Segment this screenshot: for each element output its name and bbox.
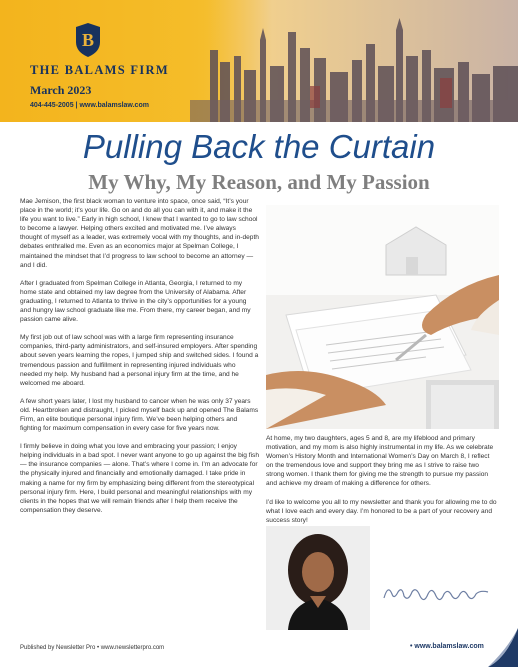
paragraph: After I graduated from Spelman College in Atlanta, Georgia, I returned to my home state and obtained my law degree from the University of Alabama. After graduating, I returned to Atlanta to thrive in the city’s opportunities for a young and hungry law school graduate like me. From there, my career began, and my passion came alive.	[20, 279, 251, 324]
signature-image	[380, 578, 492, 608]
paragraph: Mae Jemison, the first black woman to venture into space, once said, “It’s your place in the world; it’s your life. Go on and do all you can with it, and make it the life you want to live.” Early in high school, I knew that I wanted to go to law school to become a lawyer. Helping others excited and motivated me. I’ve always thought of myself as a leader, was extremely vocal with my thoughts, and in-depth debates enthralled me. Even as an economics major at Spelman College, I maintained the mindset that I’d progress to law school to become an attorney — and I did.	[20, 198, 259, 269]
svg-text:B: B	[81, 30, 95, 50]
publisher-credit: Published by Newsletter Pro • www.newsletterpro.com	[20, 645, 165, 651]
author-portrait	[266, 526, 370, 630]
right-column-text	[266, 434, 498, 534]
paragraph: My first job out of law school was with a large firm representing insurance companies, third-party administrators, and self-insured employers. After spending about seven years learning the ropes, I jumped ship and switched sides. I found a tremendous passion and fulfillment in representing injured individuals who needed my help. My husband had a personal injury firm at the time, and he welcomed me aboard.	[20, 334, 259, 387]
firm-name: THE BALAMS FIRM	[30, 63, 169, 77]
paragraph: I firmly believe in doing what you love and embracing your passion; I enjoy helping individuals in a bad spot. I never want anyone to go up against the big fish — the insurance companies — alone. That’s where I come in. I’m an advocate for the physically injured and financially and emotionally damaged. I take pride in making a name for my firm by emphasizing being different from the stereotypical personal injury firm. Here, I build personal and meaningful relationships with my clients in the hopes that we will remain friends after I help them receive the compensation they deserve.	[20, 443, 260, 514]
paragraph: A few short years later, I lost my husband to cancer when he was only 37 years old. Heartbroken and distraught, I picked myself back up and opened The Balams Firm, an elite boutique personal injury firm. We’ve been helping others and fighting for maximum compensation in every case for five years now.	[20, 397, 259, 433]
issue-date: March 2023	[30, 83, 92, 97]
city-skyline-image	[190, 0, 518, 122]
left-column-text	[20, 197, 259, 524]
paragraph: I’d like to welcome you all to my newsletter and thank you for allowing me to do what I love each and every day. I’m honored to be a part of your recovery and success story!	[266, 498, 497, 524]
newsletter-header	[0, 0, 518, 122]
contact-line: 404-445-2005 | www.balamslaw.com	[30, 102, 149, 109]
signing-document-photo	[266, 205, 499, 429]
page-curl-icon	[488, 628, 518, 667]
article-title: Pulling Back the Curtain	[82, 128, 436, 165]
b-monogram-icon	[74, 22, 102, 58]
paragraph: At home, my two daughters, ages 5 and 8, are my lifeblood and primary motivation, and my mom is also highly instrumental in my life. As we celebrate Women’s History Month and International Women’s Day on March 8, I reflect on the tremendous love and support they bring me as I strive to raise two strong women. I thank them for giving me the strength to pursue my passion and achieve my dream of making a difference for others.	[266, 435, 494, 488]
article-subtitle: My Why, My Reason, and My Passion	[88, 170, 430, 194]
website-link[interactable]: • www.balamslaw.com	[410, 643, 484, 650]
